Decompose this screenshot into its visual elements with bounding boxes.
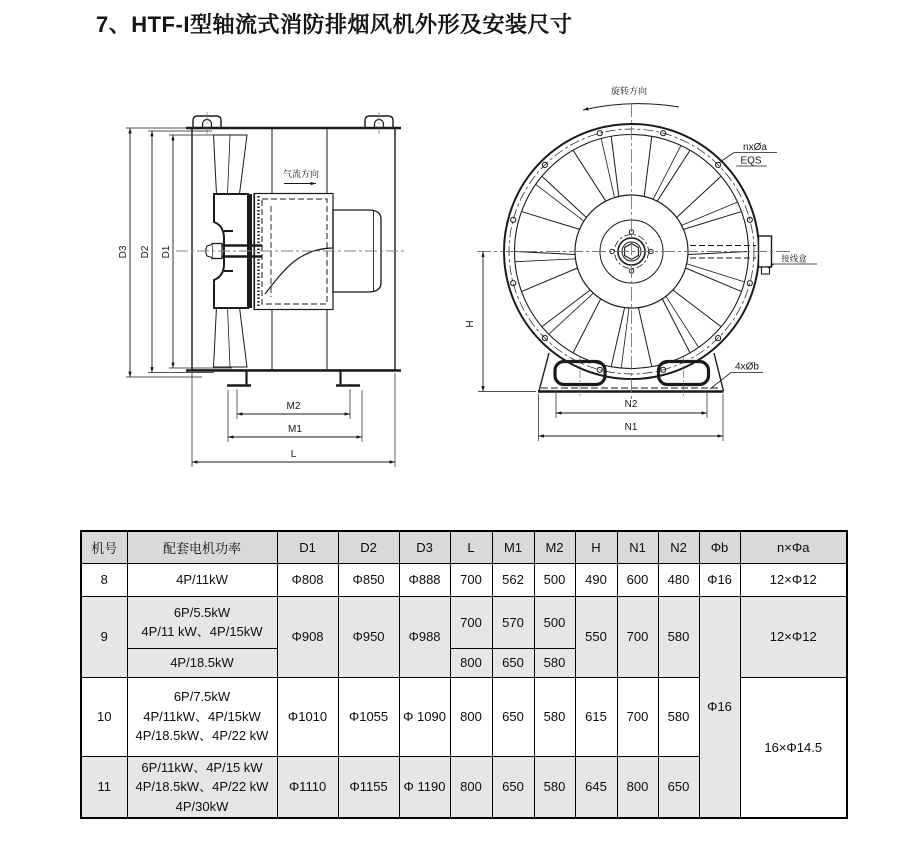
airflow-direction-label: 气流方向 [282, 169, 320, 179]
table-cell: 700 [450, 563, 492, 596]
fan-side-view [126, 112, 404, 467]
table-cell [127, 596, 277, 648]
dimension-spec-table [80, 530, 848, 819]
table-cell: 580 [534, 756, 575, 818]
power-line: 4P/11 kW、4P/15kW [141, 624, 263, 639]
table-cell: 9 [81, 596, 127, 677]
header-d3: D3 [399, 531, 450, 563]
header-n1: N1 [617, 531, 658, 563]
table-cell: 700 [617, 596, 658, 677]
header-nphia: n×Φa [740, 531, 847, 563]
table-cell [127, 756, 277, 818]
dim-label-n2: N2 [624, 399, 638, 410]
dim-label-m2: M2 [286, 401, 301, 412]
header-jihao: 机号 [81, 531, 127, 563]
table-cell: 500 [534, 596, 575, 648]
table-cell: 4P/18.5kW [127, 648, 277, 677]
table-cell: 645 [575, 756, 617, 818]
table-cell: 500 [534, 563, 575, 596]
header-d1: D1 [277, 531, 338, 563]
mounting-foot [227, 371, 360, 386]
table-cell: 650 [658, 756, 699, 818]
dim-label-h: H [465, 320, 476, 328]
table-cell: 11 [81, 756, 127, 818]
table-cell: Φ 1190 [399, 756, 450, 818]
header-power: 配套电机功率 [127, 531, 277, 563]
table-cell: Φ16 [699, 563, 740, 596]
rotation-arrow [583, 104, 679, 110]
power-line: 4P/18.5kW、4P/22 kW [135, 728, 269, 744]
header-d2: D2 [338, 531, 399, 563]
table-cell: 562 [492, 563, 534, 596]
header-n2: N2 [658, 531, 699, 563]
table-cell: 600 [617, 563, 658, 596]
motor-hidden-outline [262, 199, 332, 304]
table-cell: 12×Φ12 [740, 596, 847, 677]
header-l: L [450, 531, 492, 563]
table-cell: Φ950 [338, 596, 399, 677]
dim-label-l: L [290, 449, 297, 460]
header-h: H [575, 531, 617, 563]
power-line: 4P/11kW、4P/15kW [143, 708, 261, 724]
table-row-8 [81, 563, 847, 596]
table-cell: Φ1055 [338, 677, 399, 756]
table-header-row [81, 531, 847, 563]
dim-label-d1: D1 [161, 245, 172, 259]
table-cell: 10 [81, 677, 127, 756]
page-title: 7、HTF-I型轴流式消防排烟风机外形及安装尺寸 [96, 12, 573, 37]
table-cell: 4P/11kW [127, 563, 277, 596]
dim-label-d3: D3 [118, 245, 129, 259]
header-m2: M2 [534, 531, 575, 563]
table-cell: 650 [492, 756, 534, 818]
table-cell: 800 [450, 648, 492, 677]
table-cell: 800 [617, 756, 658, 818]
table-cell: 700 [450, 596, 492, 648]
header-m1: M1 [492, 531, 534, 563]
table-cell: Φ16 [699, 596, 740, 818]
table-cell: 650 [492, 648, 534, 677]
table-cell: 580 [534, 648, 575, 677]
table-cell: Φ888 [399, 563, 450, 596]
table-cell: 615 [575, 677, 617, 756]
table-cell: Φ1110 [277, 756, 338, 818]
power-line: 6P/11kW、4P/15 kW [141, 759, 263, 775]
table-cell: 650 [492, 677, 534, 756]
power-line: 6P/7.5kW [173, 689, 231, 705]
foot-bolt-leader [710, 373, 763, 390]
table-cell: Φ908 [277, 596, 338, 677]
power-line: 4P/18.5kW、4P/22 kW [135, 779, 269, 794]
power-line: 4P/30kW [175, 798, 229, 814]
bolt-pattern-label: nxØa [743, 142, 767, 153]
foot-bolt-label: 4xØb [735, 361, 759, 373]
mounting-lug [365, 112, 393, 134]
table-cell: Φ988 [399, 596, 450, 677]
header-phib: Φb [699, 531, 740, 563]
table-cell: 570 [492, 596, 534, 648]
table-cell: Φ1155 [338, 756, 399, 818]
power-line: 6P/5.5kW [173, 604, 231, 620]
table-cell: 800 [450, 756, 492, 818]
table-cell: 580 [534, 677, 575, 756]
fan-front-view [477, 103, 817, 441]
dim-label-n1: N1 [624, 422, 638, 433]
table-cell: Φ 1090 [399, 677, 450, 756]
rotation-direction-label: 旋转方向 [610, 86, 648, 96]
table-cell: 550 [575, 596, 617, 677]
table-cell: 490 [575, 563, 617, 596]
table-cell: 580 [658, 596, 699, 677]
table-cell: 700 [617, 677, 658, 756]
table-cell: 800 [450, 677, 492, 756]
bolt-spacing-label: EQS [740, 155, 762, 167]
table-cell: 12×Φ12 [740, 563, 847, 596]
table-cell: Φ808 [277, 563, 338, 596]
dim-label-d2: D2 [140, 245, 151, 259]
table-cell: 480 [658, 563, 699, 596]
table-cell: Φ1010 [277, 677, 338, 756]
junction-box-label: 接线盒 [781, 253, 807, 264]
table-cell: 16×Φ14.5 [740, 677, 847, 818]
table-cell: Φ850 [338, 563, 399, 596]
table-cell: 580 [658, 677, 699, 756]
table-cell [127, 677, 277, 756]
table-cell: 8 [81, 563, 127, 596]
dim-label-m1: M1 [288, 424, 302, 435]
table-row-9a [81, 596, 847, 648]
